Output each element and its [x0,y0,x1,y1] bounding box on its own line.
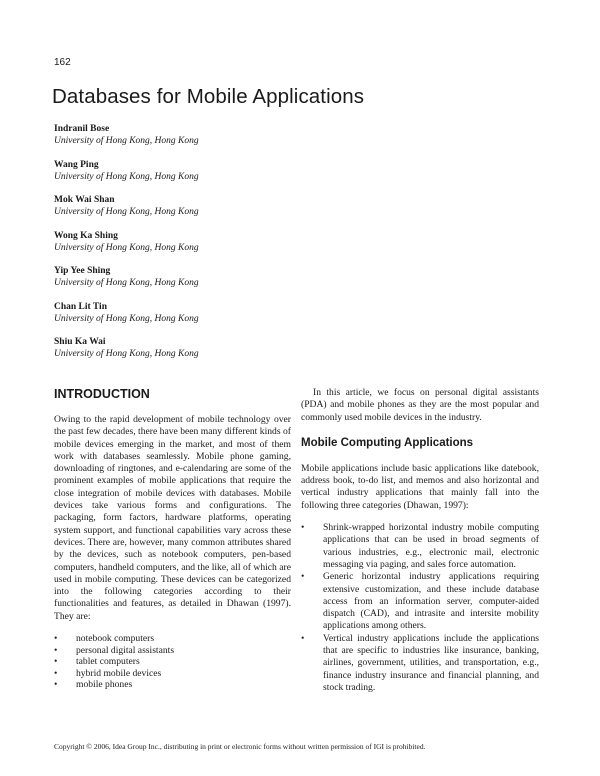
author-name: Chan Lit Tin [54,301,107,312]
mobile-computing-subheading: Mobile Computing Applications [301,436,474,449]
introduction-heading: INTRODUCTION [54,387,150,401]
author-name: Wang Ping [54,159,99,170]
list-item [54,633,291,645]
list-item [54,656,291,668]
page-number: 162 [54,57,71,68]
author-name: Wong Ka Shing [54,230,118,241]
bullet-icon: • [54,679,58,691]
list-item-text: hybrid mobile devices [76,667,162,679]
list-item [54,679,291,691]
author-name: Indranil Bose [54,124,110,134]
article-title: Databases for Mobile Applications [52,85,365,108]
author-entry [54,265,354,301]
list-item [54,668,291,680]
bullet-icon: • [54,633,58,645]
bullet-icon: • [301,571,305,583]
author-entry [54,301,354,337]
author-affiliation: University of Hong Kong, Hong Kong [54,171,199,182]
copyright-notice: Copyright © 2006, Idea Group Inc., distributing in print or electronic forms without written permission of IGI is prohibited. [54,742,426,751]
right-column [301,387,539,694]
author-affiliation: University of Hong Kong, Hong Kong [54,242,199,253]
application-category-list [301,522,539,694]
author-entry [54,123,354,159]
list-item-text: Generic horizontal industry applications requiring extensive customization, and these include database access from an information server, computer-aided dispatch (CAD), and intrasite and intersite mobility applications among others. [323,571,539,632]
bullet-icon: • [54,667,58,679]
author-affiliation: University of Hong Kong, Hong Kong [54,207,199,217]
list-item-text: Shrink-wrapped horizontal industry mobile computing applications that can be used in broad segments of various industries, e.g., electronic mail, electronic messaging via paging, and sales force automation. [323,522,539,570]
author-entry [54,159,354,195]
left-column [54,387,291,691]
applications-paragraph: Mobile applications include basic applications like datebook, address book, to-do list, and memos and also horizontal and vertical industry applications that mainly fall into the following three categories (Dhawan, 1997): [301,462,539,511]
author-name: Shiu Ka Wai [54,337,106,347]
author-affiliation: University of Hong Kong, Hong Kong [54,349,199,359]
introduction-paragraph: Owing to the rapid development of mobile technology over the past few decades, there have been many different kinds of mobile devices emerging in the market, and most of them work with databases seamlessly. Mobile phone gaming, downloading of ringtones, and e-calendaring are some of the prominent examples of mobile applications that require the close integration of mobile devices with databases. Mobile devices take various forms and configurations. The packaging, form factors, hardware platforms, operating system support, and functional capabilities vary across these devices. There are, however, many common attributes shared by the devices, such as notebook computers, pen-based computers, handheld computers, and the like, all of which are used in mobile computing. These devices can be categorized into the following categories according to their functionalities and features, as detailed in Dhawan (1997). They are: [54,414,291,622]
bullet-icon: • [301,522,305,534]
list-item-text: notebook computers [76,633,155,645]
device-category-list [54,633,291,691]
list-item [301,571,539,632]
author-entry [54,336,354,372]
list-item [301,633,539,694]
author-name: Mok Wai Shan [54,195,115,205]
author-name: Yip Yee Shing [54,266,111,276]
focus-paragraph: In this article, we focus on personal digital assistants (PDA) and mobile phones as they are the most popular and commonly used mobile devices in the industry. [301,387,539,423]
list-item-text: Vertical industry applications include the applications that are specific to industries like insurance, banking, airlines, government, utilities, and transportation, e.g., finance industry insurance and financial planning, and stock trading. [323,632,539,693]
list-item-text: personal digital assistants [76,644,175,656]
author-affiliation: University of Hong Kong, Hong Kong [54,136,199,146]
bullet-icon: • [301,632,305,644]
list-item-text: mobile phones [76,679,133,691]
author-affiliation: University of Hong Kong, Hong Kong [54,313,199,324]
list-item-text: tablet computers [76,656,140,668]
author-affiliation: University of Hong Kong, Hong Kong [54,278,199,288]
author-entry [54,194,354,230]
list-item [301,522,539,571]
list-item [54,645,291,657]
bullet-icon: • [54,656,58,668]
bullet-icon: • [54,644,58,656]
author-list [54,123,354,372]
author-entry [54,230,354,266]
